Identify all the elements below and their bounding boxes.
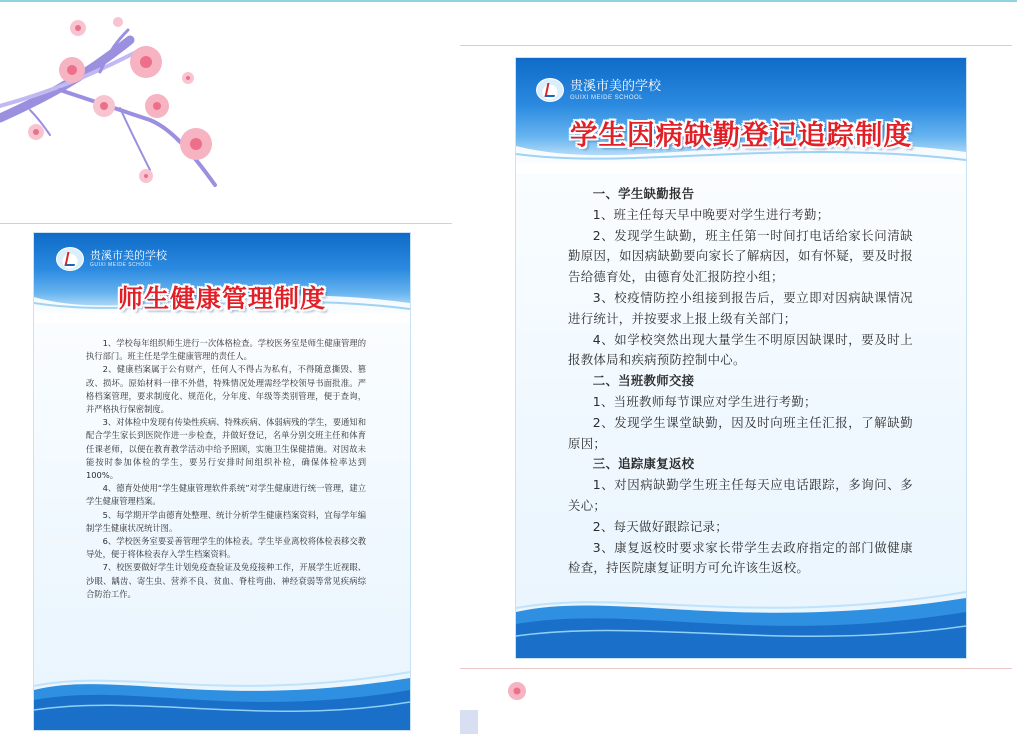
school-brand <box>536 78 661 102</box>
school-name-cn: 贵溪市美的学校 <box>90 249 167 262</box>
blossom-icon <box>506 680 528 702</box>
page-edge-fragment <box>460 710 478 734</box>
school-name-en: GUIXI MEIDE SCHOOL <box>90 262 153 268</box>
divider-left <box>0 223 452 224</box>
paragraph: 3、康复返校时要求家长带学生去政府指定的部门做健康检查，持医院康复证明方可允许该生返校。 <box>568 539 913 576</box>
poster-absence-tracking <box>516 58 966 658</box>
school-brand <box>56 247 167 271</box>
section-heading: 一、学生缺勤报告 <box>592 186 695 201</box>
paragraph: 1、学校每年组织师生进行一次体格检查。学校医务室是师生健康管理的执行部门。班主任是学生健康管理的责任人。 <box>86 338 366 362</box>
school-logo-icon <box>536 78 564 102</box>
footer-wave <box>516 578 966 658</box>
poster-title: 师生健康管理制度 <box>117 284 326 313</box>
paragraph: 1、对因病缺勤学生班主任每天应电话跟踪，多询问、多关心； <box>568 477 913 513</box>
footer-wave <box>34 660 410 730</box>
paragraph: 1、班主任每天早中晚要对学生进行考勤； <box>592 206 830 222</box>
paragraph: 3、校疫情防控小组接到报告后，要立即对因病缺课情况进行统计，并按要求上报上级有关部门； <box>568 289 913 326</box>
section-heading: 三、追踪康复返校 <box>592 456 695 472</box>
school-logo-icon <box>56 247 84 271</box>
paragraph: 2、发现学生课堂缺勤，因及时向班主任汇报，了解缺勤原因； <box>568 414 913 451</box>
divider-top-right <box>460 45 1012 46</box>
school-name-cn: 贵溪市美的学校 <box>570 78 662 94</box>
top-border <box>0 0 1017 2</box>
section-heading: 二、当班教师交接 <box>592 373 695 389</box>
paragraph: 7、校医要做好学生计划免疫查验证及免疫接种工作，开展学生近视眼、沙眼、龋齿、寄生虫、营养不良、贫血、脊柱弯曲、神经衰弱等常见疾病综合防治工作。 <box>86 562 366 599</box>
divider-bottom-right <box>460 668 1012 669</box>
blossom-branch-decoration <box>0 10 240 200</box>
paragraph: 6、学校医务室要妥善管理学生的体检表。学生毕业离校将体检表移交教导处，便于将体检表存入学生档案资料。 <box>86 536 366 560</box>
school-name-en: GUIXI MEIDE SCHOOL <box>570 94 644 101</box>
paragraph: 2、每天做好跟踪记录； <box>592 518 728 534</box>
paragraph: 5、每学期开学由德育处整理、统计分析学生健康档案资料，宜每学年编制学生健康状况统计图。 <box>86 509 366 533</box>
paragraph: 4、如学校突然出现大量学生不明原因缺课时，要及时上报教体局和疾病预防控制中心。 <box>568 331 913 368</box>
poster-title: 学生因病缺勤登记追踪制度 <box>570 119 912 151</box>
blossom-flowers <box>28 17 212 183</box>
poster-health-management <box>34 233 410 730</box>
paragraph: 3、对体检中发现有传染性疾病、特殊疾病、体弱病残的学生，要通知和配合学生家长到医院作进一步检查，并做好登记，名单分别交班主任和体育任课老师，以便在教育教学活动中给予照顾，实施卫生保健措施。对因故未能按时参加体检的学生，要另行安排时间组织补检，确保体检率达到100%。 <box>86 417 366 481</box>
poster-body <box>568 184 913 579</box>
paragraph: 1、当班教师每节课应对学生进行考勤； <box>592 393 817 409</box>
poster-body <box>86 337 366 601</box>
paragraph: 2、发现学生缺勤，班主任第一时间打电话给家长问清缺勤原因，如因病缺勤要向家长了解病因，如有怀疑，要及时报告给德育处，由德育处汇报防控小组； <box>568 227 913 285</box>
paragraph: 2、健康档案属于公有财产，任何人不得占为私有，不得随意撕毁、篡改、损坏。原始材料一律不外借，特殊情况处理需经学校领导书面批准。严格档案管理，要求制度化、规范化，分年度、年级等类别管理，便于查询，并严格执行保密制度。 <box>86 364 366 415</box>
paragraph: 4、德育处使用“学生健康管理软件系统”对学生健康进行统一管理，建立学生健康管理档案。 <box>86 483 366 507</box>
